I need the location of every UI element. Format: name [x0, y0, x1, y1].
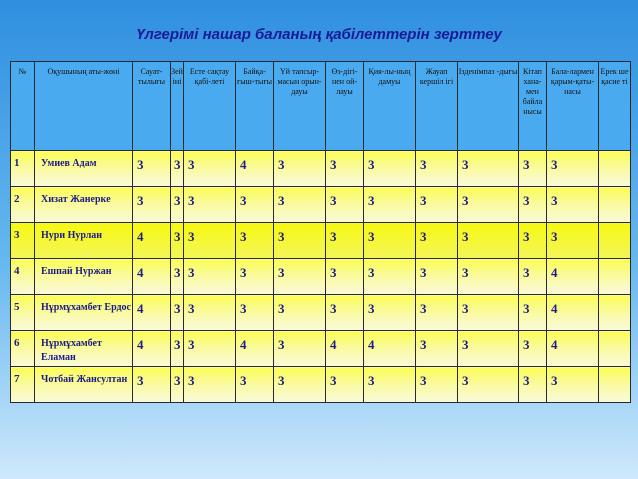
score-cell: 3 — [171, 187, 184, 223]
score-cell: 3 — [458, 151, 519, 187]
score-cell: 3 — [416, 187, 458, 223]
score-cell: 4 — [326, 331, 364, 367]
score-cell: 3 — [416, 151, 458, 187]
score-cell: 3 — [519, 331, 547, 367]
score-cell: 3 — [326, 259, 364, 295]
score-cell — [599, 259, 631, 295]
score-cell: 3 — [416, 367, 458, 403]
assessment-table — [10, 61, 631, 403]
score-cell: 3 — [171, 367, 184, 403]
score-cell: 3 — [274, 223, 326, 259]
score-cell: 3 — [519, 259, 547, 295]
student-name: Ешпай Нуржан — [35, 259, 133, 295]
score-cell: 3 — [274, 295, 326, 331]
score-cell: 3 — [416, 223, 458, 259]
score-cell: 3 — [171, 151, 184, 187]
row-number: 7 — [11, 367, 35, 403]
score-cell — [599, 367, 631, 403]
score-cell: 3 — [416, 331, 458, 367]
header-cell: Өз-дігі-нен ой-лауы — [326, 62, 364, 151]
score-cell: 3 — [171, 259, 184, 295]
table-row — [11, 295, 631, 331]
score-cell: 4 — [547, 259, 599, 295]
score-cell: 4 — [236, 331, 274, 367]
table-row — [11, 367, 631, 403]
table-row — [11, 223, 631, 259]
score-cell: 3 — [133, 187, 171, 223]
score-cell: 3 — [326, 223, 364, 259]
score-cell: 3 — [184, 367, 236, 403]
score-cell: 4 — [547, 331, 599, 367]
header-cell: Ізденімпаз -дығы — [458, 62, 519, 151]
score-cell: 3 — [364, 367, 416, 403]
score-cell: 3 — [274, 367, 326, 403]
table-row — [11, 187, 631, 223]
score-cell: 3 — [364, 295, 416, 331]
score-cell: 3 — [326, 295, 364, 331]
header-cell: Зейіні — [171, 62, 184, 151]
score-cell: 3 — [236, 223, 274, 259]
score-cell: 3 — [133, 367, 171, 403]
student-name: Нури Нурлан — [35, 223, 133, 259]
score-cell: 3 — [364, 223, 416, 259]
score-cell: 3 — [364, 259, 416, 295]
header-cell: Оқушының аты-жөні — [35, 62, 133, 151]
score-cell — [599, 295, 631, 331]
score-cell: 4 — [133, 295, 171, 331]
header-cell: Ерек ше қасие ті — [599, 62, 631, 151]
table-row — [11, 259, 631, 295]
score-cell: 3 — [547, 151, 599, 187]
score-cell: 3 — [519, 151, 547, 187]
student-name: Нұрмұхамбет Ердос — [35, 295, 133, 331]
row-number: 5 — [11, 295, 35, 331]
score-cell: 4 — [133, 223, 171, 259]
score-cell: 3 — [519, 367, 547, 403]
score-cell: 3 — [458, 367, 519, 403]
header-row — [11, 62, 631, 151]
score-cell: 3 — [519, 187, 547, 223]
score-cell: 3 — [274, 259, 326, 295]
row-number: 2 — [11, 187, 35, 223]
header-cell: Сауат-тылығы — [133, 62, 171, 151]
row-number: 6 — [11, 331, 35, 367]
score-cell: 3 — [547, 367, 599, 403]
score-cell: 3 — [274, 331, 326, 367]
score-cell: 3 — [326, 367, 364, 403]
header-cell: Үй тапсыр-масын орын-дауы — [274, 62, 326, 151]
score-cell: 3 — [458, 259, 519, 295]
score-cell: 3 — [519, 295, 547, 331]
score-cell: 3 — [364, 187, 416, 223]
score-cell: 3 — [236, 295, 274, 331]
score-cell: 3 — [184, 151, 236, 187]
header-cell: № — [11, 62, 35, 151]
score-cell: 3 — [171, 331, 184, 367]
score-cell: 3 — [236, 367, 274, 403]
score-cell: 3 — [171, 295, 184, 331]
row-number: 3 — [11, 223, 35, 259]
score-cell: 3 — [326, 187, 364, 223]
score-cell: 3 — [184, 259, 236, 295]
row-number: 1 — [11, 151, 35, 187]
score-cell: 3 — [364, 151, 416, 187]
score-cell: 3 — [236, 259, 274, 295]
score-cell: 3 — [416, 295, 458, 331]
score-cell: 3 — [274, 151, 326, 187]
score-cell: 3 — [184, 187, 236, 223]
score-cell: 3 — [416, 259, 458, 295]
score-cell: 3 — [519, 223, 547, 259]
header-cell: Кітап хана-мен байла нысы — [519, 62, 547, 151]
score-cell: 3 — [171, 223, 184, 259]
score-cell: 3 — [274, 187, 326, 223]
score-cell: 3 — [547, 223, 599, 259]
score-cell — [599, 223, 631, 259]
page-title: Үлгерімі нашар баланың қабілеттерін зерттеу — [136, 26, 502, 43]
score-cell — [599, 151, 631, 187]
score-cell: 3 — [547, 187, 599, 223]
table-row — [11, 331, 631, 367]
header-cell: Жауап кершіл ігі — [416, 62, 458, 151]
student-name: Чотбай Жансултан — [35, 367, 133, 403]
score-cell — [599, 187, 631, 223]
student-name: Нұрмұхамбет Еламан — [35, 331, 133, 367]
score-cell: 3 — [458, 295, 519, 331]
score-cell: 3 — [326, 151, 364, 187]
student-name: Хизат Жанерке — [35, 187, 133, 223]
score-cell — [599, 331, 631, 367]
table-row — [11, 151, 631, 187]
score-cell: 3 — [184, 331, 236, 367]
student-name: Умиев Адам — [35, 151, 133, 187]
score-cell: 3 — [184, 223, 236, 259]
score-cell: 3 — [236, 187, 274, 223]
score-cell: 3 — [133, 151, 171, 187]
header-cell: Есте сақтау қабі-леті — [184, 62, 236, 151]
score-cell: 3 — [458, 187, 519, 223]
score-cell: 4 — [547, 295, 599, 331]
score-cell: 3 — [458, 331, 519, 367]
score-cell: 4 — [133, 259, 171, 295]
header-cell: Байқа-ғыш-тығы — [236, 62, 274, 151]
header-cell: Бала-лармен қарым-қаты-насы — [547, 62, 599, 151]
score-cell: 4 — [236, 151, 274, 187]
score-cell: 4 — [133, 331, 171, 367]
header-cell: Қия-лы-ның дамуы — [364, 62, 416, 151]
score-cell: 4 — [364, 331, 416, 367]
row-number: 4 — [11, 259, 35, 295]
score-cell: 3 — [458, 223, 519, 259]
score-cell: 3 — [184, 295, 236, 331]
